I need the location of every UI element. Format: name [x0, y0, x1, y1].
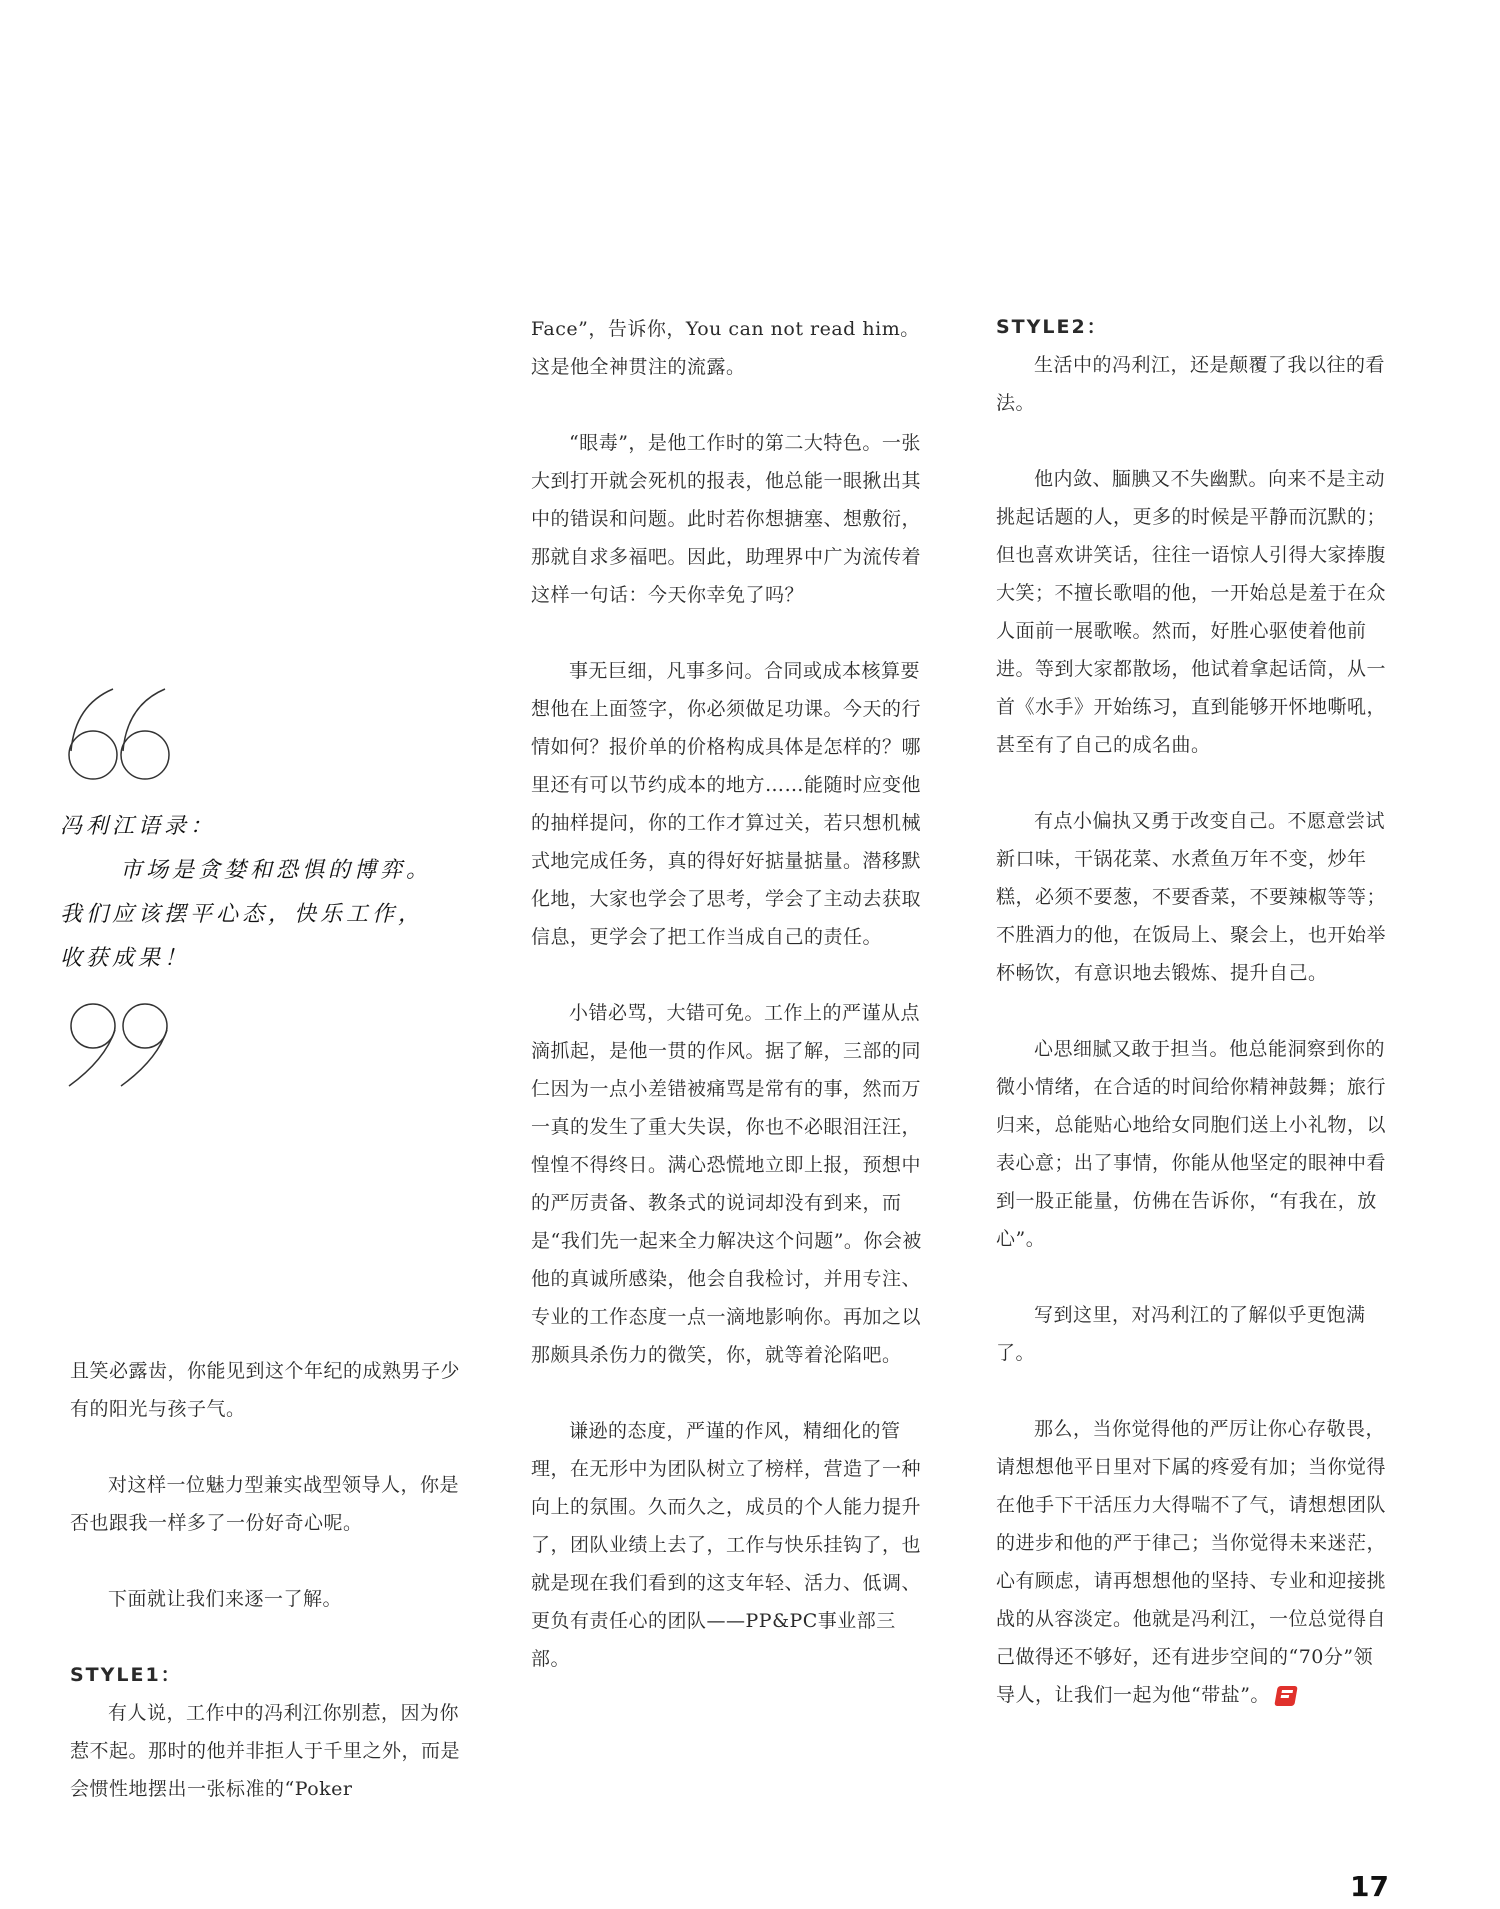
paragraph: 且笑必露齿，你能见到这个年纪的成熟男子少有的阳光与孩子气。	[70, 1360, 461, 1420]
final-paragraph-text: 那么，当你觉得他的严厉让你心存敬畏，请想想他平日里对下属的疼爱有加；当你觉得在他手下干活压力大得喘不了气，请想想团队的进步和他的严于律己；当你觉得未来迷茫，心有顾虑，请再想想他的坚持、专业和迎接挑战的从容淡定。他就是冯利江，一位总觉得自己做得还不够好，还有进步空间的“70分”领导人，让我们一起为他“带盐”。	[996, 1418, 1387, 1706]
paragraph: 他内敛、腼腆又不失幽默。向来不是主动挑起话题的人，更多的时候是平静而沉默的；但也喜欢讲笑话，往往一语惊人引得大家捧腹大笑；不擅长歌唱的他，一开始总是羞于在众人面前一展歌喉。然而，好胜心驱使着他前进。等到大家都散场，他试着拿起话筒，从一首《水手》开始练习，直到能够开怀地嘶吼，甚至有了自己的成名曲。	[996, 468, 1387, 756]
quote-line-4: 收获成果！	[60, 946, 191, 971]
quote-block	[60, 690, 460, 981]
quote-line-2: 市场是贪婪和恐惧的博弈。	[120, 858, 433, 883]
paragraph: 写到这里，对冯利江的了解似乎更饱满了。	[996, 1304, 1366, 1364]
quote-line-1: 冯利江语录：	[60, 814, 217, 839]
column-2	[531, 310, 923, 1716]
section-heading: STYLE1：	[70, 1664, 182, 1686]
paragraph	[996, 1410, 1388, 1714]
quote-line-3: 我们应该摆平心态，快乐工作，	[60, 902, 425, 927]
paragraph: 下面就让我们来逐一了解。	[108, 1588, 343, 1610]
paragraph: 心思细腻又敢于担当。他总能洞察到你的微小情绪，在合适的时间给你精神鼓舞；旅行归来，总能贴心地给女同胞们送上小礼物，以表心意；出了事情，你能从他坚定的眼神中看到一股正能量，仿佛在告诉你，“有我在，放心”。	[996, 1038, 1387, 1250]
paragraph: 有点小偏执又勇于改变自己。不愿意尝试新口味，干锅花菜、水煮鱼万年不变，炒年糕，必须不要葱，不要香菜，不要辣椒等等；不胜酒力的他，在饭局上、聚会上，也开始举杯畅饮，有意识地去锻炼、提升自己。	[996, 810, 1387, 984]
paragraph: 小错必骂，大错可免。工作上的严谨从点滴抓起，是他一贯的作风。据了解，三部的同仁因为一点小差错被痛骂是常有的事，然而万一真的发生了重大失误，你也不必眼泪汪汪，惶惶不得终日。满心恐慌地立即上报，预想中的严厉责备、教条式的说词却没有到来，而是“我们先一起来全力解决这个问题”。你会被他的真诚所感染，他会自我检讨，并用专注、专业的工作态度一点一滴地影响你。再加之以那颇具杀伤力的微笑，你，就等着沦陷吧。	[531, 1002, 922, 1366]
paragraph: 有人说，工作中的冯利江你别惹，因为你惹不起。那时的他并非拒人于千里之外，而是会惯性地摆出一张标准的“Poker	[70, 1702, 461, 1800]
paragraph: 谦逊的态度，严谨的作风，精细化的管理，在无形中为团队树立了榜样，营造了一种向上的氛围。久而久之，成员的个人能力提升了，团队业绩上去了，工作与快乐挂钩了，也就是现在我们看到的这支年轻、活力、低调、更负有责任心的团队——PP&PC事业部三部。	[531, 1420, 922, 1670]
section-heading: STYLE2：	[996, 316, 1108, 338]
close-quote-icon	[65, 1000, 175, 1090]
paragraph: Face”，告诉你，You can not read him。这是他全神贯注的流露。	[531, 318, 920, 378]
paragraph: 生活中的冯利江，还是颠覆了我以往的看法。	[996, 354, 1386, 414]
column-3	[996, 308, 1388, 1752]
column-1	[70, 1352, 462, 1846]
paragraph: “眼毒”，是他工作时的第二大特色。一张大到打开就会死机的报表，他总能一眼揪出其中的错误和问题。此时若你想搪塞、想敷衍，那就自求多福吧。因此，助理界中广为流传着这样一句话：今天你幸免了吗？	[531, 432, 922, 606]
magazine-logo-icon	[1274, 1686, 1298, 1706]
page-number: 17	[1350, 1870, 1389, 1903]
paragraph: 对这样一位魅力型兼实战型领导人，你是否也跟我一样多了一份好奇心呢。	[70, 1474, 460, 1534]
paragraph: 事无巨细，凡事多问。合同或成本核算要想他在上面签字，你必须做足功课。今天的行情如何？报价单的价格构成具体是怎样的？哪里还有可以节约成本的地方……能随时应变他的抽样提问，你的工作才算过关，若只想机械式地完成任务，真的得好好掂量掂量。潜移默化地，大家也学会了思考，学会了主动去获取信息，更学会了把工作当成自己的责任。	[531, 660, 922, 948]
